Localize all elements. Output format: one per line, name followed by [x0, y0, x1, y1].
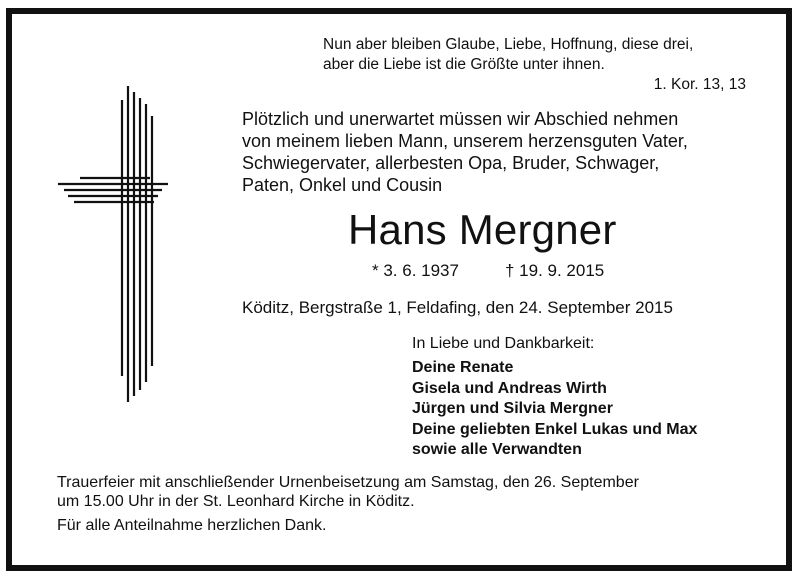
mourner-name: Deine geliebten Enkel Lukas und Max — [412, 420, 698, 438]
death-date: † 19. 9. 2015 — [505, 261, 605, 280]
mourner-name: Gisela und Andreas Wirth — [412, 379, 607, 397]
mourners-list — [412, 358, 697, 461]
bible-verse — [323, 35, 693, 75]
mourner-name: Deine Renate — [412, 359, 514, 376]
verse-line: Nun aber bleiben Glaube, Liebe, Hoffnung, diese drei, — [323, 36, 694, 53]
mourner-name: sowie alle Verwandten — [412, 441, 582, 458]
closing-thanks: Für alle Anteilnahme herzlichen Dank. — [57, 517, 327, 534]
announcement-line: Paten, Onkel und Cousin — [242, 175, 443, 195]
birth-date: * 3. 6. 1937 — [372, 261, 459, 280]
announcement-line: Schwiegervater, allerbesten Opa, Bruder, Schwager, — [242, 153, 660, 173]
cross-icon — [58, 86, 168, 402]
place-and-date: Köditz, Bergstraße 1, Feldafing, den 24. September 2015 — [242, 298, 673, 317]
funeral-details — [57, 473, 639, 511]
deceased-name: Hans Mergner — [348, 206, 617, 253]
funeral-line: um 15.00 Uhr in der St. Leonhard Kirche in Köditz. — [57, 493, 415, 510]
announcement-text — [242, 108, 688, 196]
funeral-line: Trauerfeier mit anschließender Urnenbeisetzung am Samstag, den 26. September — [57, 474, 639, 491]
verse-line: aber die Liebe ist die Größte unter ihnen. — [323, 56, 605, 73]
announcement-line: von meinem lieben Mann, unserem herzensguten Vater, — [242, 131, 688, 151]
verse-reference: 1. Kor. 13, 13 — [653, 76, 746, 93]
mourner-name: Jürgen und Silvia Mergner — [412, 400, 613, 417]
mourners-intro: In Liebe und Dankbarkeit: — [412, 335, 595, 352]
announcement-line: Plötzlich und unerwartet müssen wir Abschied nehmen — [242, 109, 679, 129]
